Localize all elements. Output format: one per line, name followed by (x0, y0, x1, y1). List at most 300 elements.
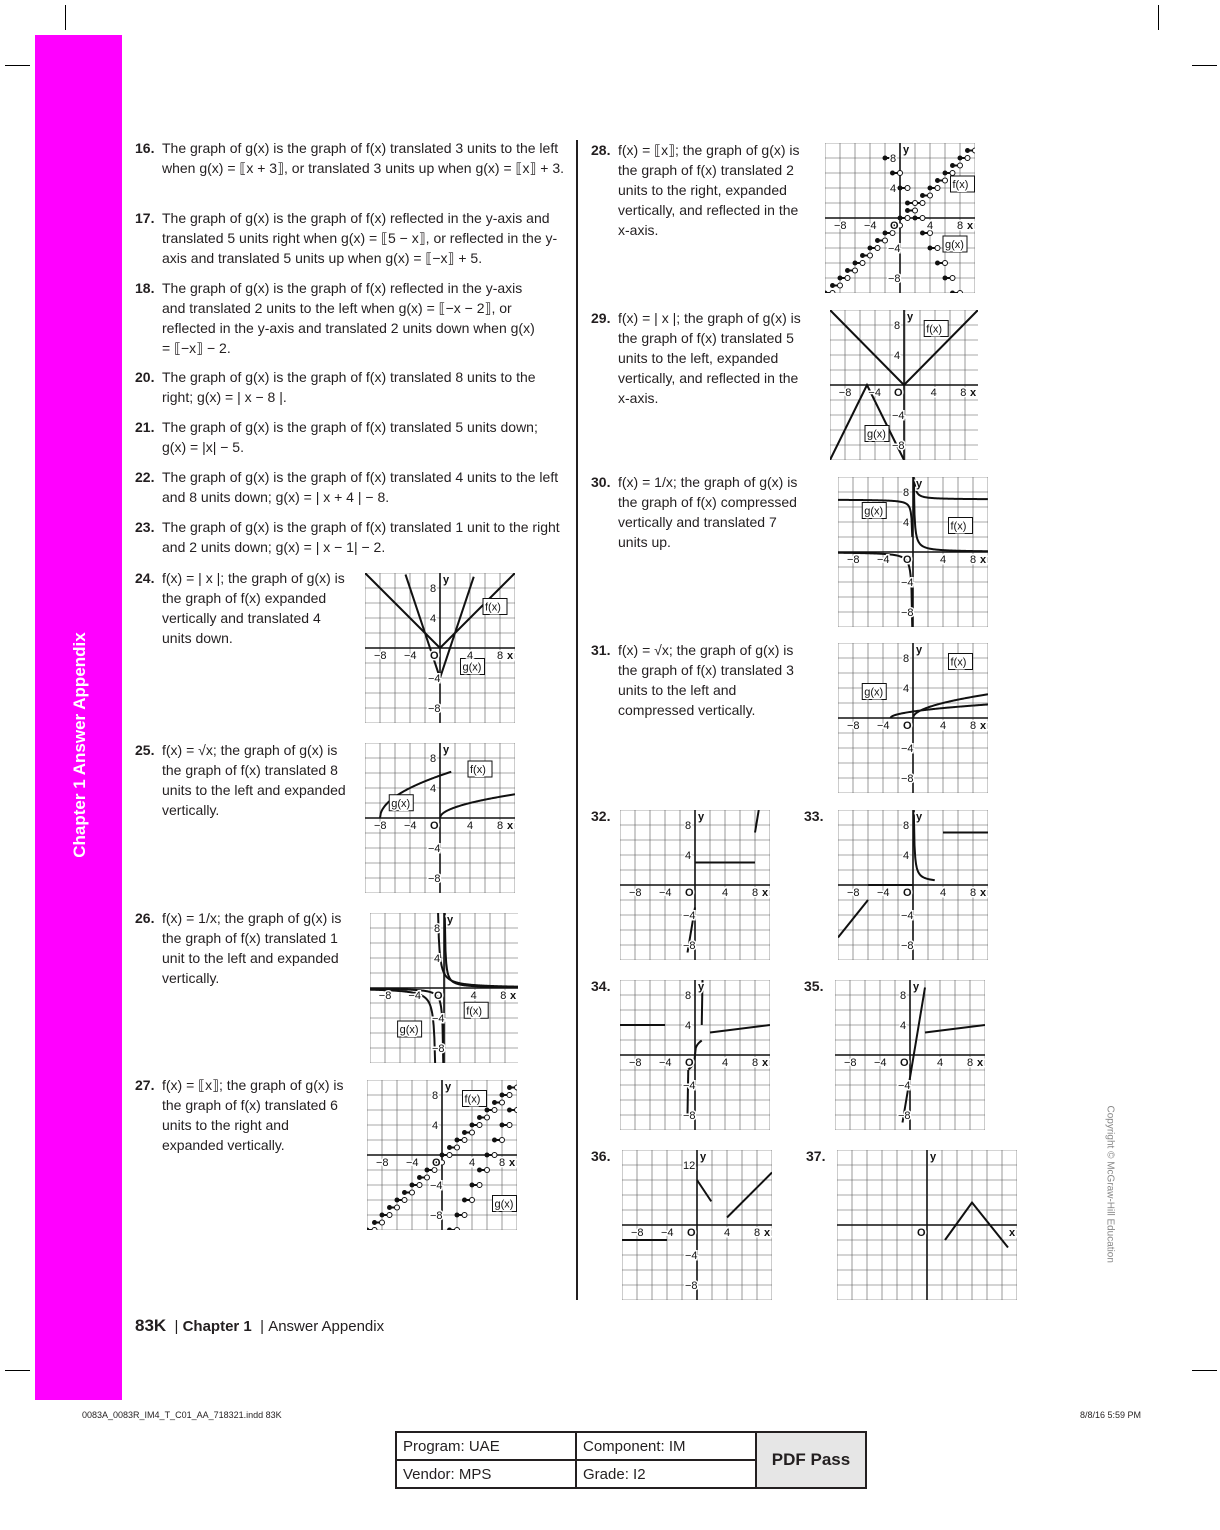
open-point (500, 1100, 505, 1105)
problem-number: 20. (135, 369, 155, 385)
tick-label: −8 (898, 1110, 911, 1122)
tick-label: 8 (903, 820, 910, 832)
closed-point (860, 253, 865, 258)
status: PDF Pass (756, 1432, 866, 1488)
origin-label: O (894, 387, 903, 399)
tick-label: −4 (659, 1057, 672, 1069)
slug-date: 8/8/16 5:59 PM (1080, 1410, 1142, 1420)
open-point (905, 216, 910, 221)
graph-4 (825, 143, 975, 293)
tick-label: 4 (903, 517, 910, 529)
tick-label: 4 (685, 1020, 692, 1032)
graph-13 (837, 1150, 1017, 1300)
x-axis-label: x (967, 220, 974, 232)
closed-point (920, 193, 925, 198)
graph-number: 36. (591, 1148, 611, 1164)
closed-point (447, 1228, 452, 1231)
open-point (515, 1085, 518, 1090)
x-axis-label: x (980, 887, 987, 899)
y-axis-label: y (913, 981, 920, 993)
tick-label: −8 (901, 940, 914, 952)
tick-label: 4 (940, 554, 947, 566)
closed-point (455, 1213, 460, 1218)
problem-number: 18. (135, 280, 155, 296)
tick-label: −4 (428, 843, 441, 855)
x-axis-label: x (509, 1157, 516, 1169)
y-axis-label: y (443, 744, 450, 756)
tick-label: −8 (629, 1057, 642, 1069)
crop-mark (5, 65, 30, 66)
origin-label: O (434, 990, 443, 1002)
problem-text: The graph of g(x) is the graph of f(x) translated 1 unit to the right and 2 units down; g(x) = | x − 1| − 2. (162, 519, 560, 555)
tick-label: 8 (434, 923, 441, 935)
tick-label: −8 (834, 220, 847, 232)
y-axis-label: y (930, 1151, 937, 1163)
y-axis-label: y (698, 981, 705, 993)
graph-number: 35. (804, 978, 824, 994)
tick-label: 4 (900, 1020, 907, 1032)
curve (891, 704, 989, 718)
tick-label: 8 (903, 653, 910, 665)
tick-label: 8 (752, 887, 759, 899)
open-point (965, 156, 970, 161)
closed-point (372, 1220, 377, 1225)
tick-label: 8 (960, 387, 967, 399)
open-point (935, 186, 940, 191)
origin-label: O (685, 887, 694, 899)
open-point (477, 1123, 482, 1128)
tick-label: −8 (888, 273, 901, 285)
f-label: f(x) (952, 179, 969, 191)
tick-label: 4 (685, 850, 692, 862)
closed-point (853, 261, 858, 266)
closed-point (868, 246, 873, 251)
curve (688, 1070, 689, 1115)
closed-point (965, 148, 970, 153)
closed-point (958, 156, 963, 161)
open-point (417, 1183, 422, 1188)
graph-number: 32. (591, 808, 611, 824)
graph-2 (370, 913, 518, 1063)
problem-7 (135, 568, 350, 648)
problem-number: 21. (135, 419, 155, 435)
closed-point (875, 238, 880, 243)
tick-label: 8 (432, 1090, 439, 1102)
open-point (905, 186, 910, 191)
tick-label: −4 (408, 990, 421, 1002)
closed-point (838, 276, 843, 281)
g-label: g(x) (462, 661, 482, 674)
open-point (830, 291, 835, 294)
tick-label: 8 (967, 1057, 974, 1069)
closed-point (950, 163, 955, 168)
tick-label: 8 (500, 990, 507, 1002)
y-axis-label: y (916, 644, 923, 656)
x-axis-label: x (977, 1057, 984, 1069)
tick-label: −4 (683, 1080, 696, 1092)
problem-10 (135, 1075, 350, 1155)
f-label: f(x) (926, 323, 943, 336)
curve (914, 479, 988, 499)
y-axis-label: y (916, 478, 923, 490)
closed-point (402, 1190, 407, 1195)
tick-label: 4 (430, 613, 437, 625)
tick-label: 8 (894, 320, 901, 332)
open-point (950, 171, 955, 176)
closed-point (417, 1175, 422, 1180)
open-point (853, 268, 858, 273)
tick-label: 4 (940, 720, 947, 732)
closed-point (845, 268, 850, 273)
tick-label: −4 (683, 910, 696, 922)
problem-number: 25. (135, 742, 155, 758)
closed-point (913, 216, 918, 221)
y-axis-label: y (916, 811, 923, 823)
closed-point (883, 231, 888, 236)
closed-point (477, 1168, 482, 1173)
tick-label: −8 (683, 1110, 696, 1122)
graph-5 (830, 310, 978, 460)
tick-label: −4 (874, 1057, 887, 1069)
open-point (935, 246, 940, 251)
open-point (507, 1123, 512, 1128)
closed-point (935, 261, 940, 266)
tick-label: 4 (722, 1057, 729, 1069)
open-point (860, 261, 865, 266)
problem-text: The graph of g(x) is the graph of f(x) translated 4 units to the left and 8 units down; g(x) = | x + 4 | − 8. (162, 469, 559, 505)
tick-label: −8 (432, 1043, 445, 1055)
closed-point (387, 1205, 392, 1210)
tick-label: −8 (374, 650, 387, 662)
closed-point (455, 1138, 460, 1143)
closed-point (935, 178, 940, 183)
tick-label: −4 (864, 220, 877, 232)
problem-text: f(x) = ⟦x⟧; the graph of g(x) is the graph of f(x) translated 6 units to the right and expanded vertically. (162, 1077, 344, 1153)
open-point (425, 1175, 430, 1180)
graph-12 (622, 1150, 772, 1300)
closed-point (367, 1228, 370, 1231)
closed-point (905, 208, 910, 213)
closed-point (928, 246, 933, 251)
closed-point (470, 1123, 475, 1128)
graph-number: 33. (804, 808, 824, 824)
origin-label: O (430, 820, 439, 832)
curve (755, 810, 759, 833)
y-axis-label: y (700, 1151, 707, 1163)
problem-text: f(x) = | x |; the graph of g(x) is the graph of f(x) translated 5 units to the left, expanded vertically, and reflected in the x-axis. (618, 310, 801, 406)
problem-text: The graph of g(x) is the graph of f(x) reflected in the y-axis and translated 5 units right when g(x) = ⟦5 − x⟧, or reflected in the y-axis and translated 5 units up when g(x) = ⟦−x⟧ + 5. (162, 210, 558, 266)
closed-point (500, 1093, 505, 1098)
open-point (380, 1220, 385, 1225)
tick-label: −8 (901, 607, 914, 619)
closed-point (485, 1153, 490, 1158)
problem-text: f(x) = ⟦x⟧; the graph of g(x) is the graph of f(x) translated 2 units to the right, expanded vertically, and reflected in the x-axis. (618, 142, 800, 238)
tick-label: 4 (470, 990, 477, 1002)
open-point (402, 1198, 407, 1203)
curve (914, 477, 988, 551)
graph-9 (838, 810, 988, 960)
info-table (395, 1431, 867, 1489)
tick-label: 8 (957, 220, 964, 232)
tick-label: 8 (499, 1157, 506, 1169)
problem-number: 17. (135, 210, 155, 226)
problem-number: 28. (591, 142, 611, 158)
tick-label: 8 (430, 753, 437, 765)
open-point (462, 1213, 467, 1218)
problem-text: The graph of g(x) is the graph of f(x) translated 8 units to the right; g(x) = | x − 8 |. (162, 369, 536, 405)
closed-point (890, 171, 895, 176)
tick-label: 4 (894, 350, 901, 362)
open-point (470, 1130, 475, 1135)
x-axis-label: x (510, 990, 517, 1002)
copyright: Copyright © McGraw-Hill Education (1104, 1105, 1116, 1263)
tick-label: −8 (847, 887, 860, 899)
crop-mark (1158, 5, 1159, 30)
problem-14 (591, 640, 811, 720)
closed-point (883, 156, 888, 161)
closed-point (485, 1108, 490, 1113)
problem-0 (135, 138, 565, 178)
closed-point (470, 1183, 475, 1188)
slug-file: 0083A_0083R_IM4_T_C01_AA_718321.indd 83K (82, 1410, 282, 1420)
open-point (913, 208, 918, 213)
tick-label: 4 (930, 387, 937, 399)
graph-number: 34. (591, 978, 611, 994)
problem-2 (135, 278, 535, 358)
tick-label: 4 (927, 220, 934, 232)
open-point (447, 1153, 452, 1158)
problem-4 (135, 417, 545, 457)
tick-label: 8 (497, 820, 504, 832)
tick-label: −4 (901, 577, 914, 589)
origin-label: O (687, 1227, 696, 1239)
origin-label: O (903, 720, 912, 732)
tick-label: 8 (970, 887, 977, 899)
open-point (943, 261, 948, 266)
graph-1 (365, 743, 515, 893)
closed-point (943, 276, 948, 281)
tick-label: 4 (903, 850, 910, 862)
tick-label: −4 (877, 554, 890, 566)
x-axis-label: x (1009, 1227, 1016, 1239)
problem-6 (135, 517, 565, 557)
tick-label: 4 (432, 1120, 439, 1132)
open-point (470, 1198, 475, 1203)
curve (445, 913, 518, 987)
origin-label: O (430, 650, 439, 662)
problem-number: 30. (591, 474, 611, 490)
graph-0 (365, 573, 515, 723)
tick-label: −8 (374, 820, 387, 832)
tick-label: 4 (434, 953, 441, 965)
problem-12 (591, 308, 806, 408)
open-point (485, 1168, 490, 1173)
open-point (455, 1228, 460, 1231)
tick-label: −8 (901, 773, 914, 785)
tick-label: −4 (898, 1080, 911, 1092)
f-label: f(x) (466, 1005, 483, 1018)
tick-label: −4 (888, 243, 901, 255)
open-point (958, 291, 963, 294)
tick-label: −4 (406, 1157, 419, 1169)
problem-text: f(x) = √x; the graph of g(x) is the graph of f(x) translated 8 units to the left and expanded vertically. (162, 742, 346, 818)
graph-11 (835, 980, 985, 1130)
tick-label: −8 (376, 1157, 389, 1169)
tick-label: −4 (892, 410, 905, 422)
closed-point (920, 231, 925, 236)
tick-label: −4 (877, 887, 890, 899)
y-axis-label: y (698, 811, 705, 823)
open-point (913, 201, 918, 206)
y-axis-label: y (907, 311, 914, 323)
problem-text: The graph of g(x) is the graph of f(x) reflected in the y-axis and translated 2 units to the left when g(x) = ⟦−x − 2⟧, or reflected in the y-axis and translated 2 units down when g(x) = ⟦−x⟧ − 2. (162, 280, 535, 356)
y-axis-label: y (445, 1081, 452, 1093)
graph-number: 37. (806, 1148, 826, 1164)
tick-label: 4 (903, 683, 910, 695)
x-axis-label: x (980, 554, 987, 566)
g-label: g(x) (864, 686, 884, 699)
closed-point (950, 291, 955, 294)
origin-label: O (900, 1057, 909, 1069)
tick-label: 8 (685, 820, 692, 832)
problem-number: 16. (135, 140, 155, 156)
origin-label: O (432, 1157, 441, 1169)
graph-7 (838, 643, 988, 793)
problem-text: f(x) = | x |; the graph of g(x) is the graph of f(x) expanded vertically and translated 4 units down. (162, 570, 345, 646)
tick-label: −4 (659, 887, 672, 899)
origin-label: O (903, 554, 912, 566)
problem-13 (591, 472, 806, 552)
grade: Grade: I2 (576, 1460, 756, 1488)
tick-label: 4 (430, 783, 437, 795)
x-axis-label: x (980, 720, 987, 732)
curve (697, 1180, 711, 1201)
column-divider (576, 140, 578, 1300)
tick-label: −8 (847, 720, 860, 732)
page-footer: 83K | Chapter 1 | Answer Appendix (135, 1316, 385, 1335)
open-point (492, 1153, 497, 1158)
closed-point (380, 1213, 385, 1218)
problem-text: f(x) = 1/x; the graph of g(x) is the graph of f(x) translated 1 unit to the left and expanded vertically. (162, 910, 342, 986)
tick-label: −4 (661, 1227, 674, 1239)
problem-11 (591, 140, 806, 240)
closed-point (492, 1138, 497, 1143)
closed-point (410, 1183, 415, 1188)
open-point (395, 1205, 400, 1210)
tick-label: 8 (497, 650, 504, 662)
y-axis-label: y (903, 144, 910, 156)
graph-10 (620, 980, 770, 1130)
tick-label: −8 (838, 387, 852, 399)
y-axis-label: y (443, 574, 450, 586)
origin-label: O (917, 1227, 926, 1239)
tick-label: 4 (940, 887, 947, 899)
f-label: f(x) (464, 1093, 481, 1106)
tick-label: 12 (683, 1160, 696, 1172)
open-point (875, 246, 880, 251)
f-label: f(x) (470, 764, 486, 776)
open-point (387, 1213, 392, 1218)
tick-label: −8 (428, 873, 441, 885)
open-point (515, 1108, 518, 1113)
tick-label: −8 (847, 554, 860, 566)
closed-point (905, 201, 910, 206)
origin-label: O (903, 887, 912, 899)
closed-point (447, 1145, 452, 1150)
graph-6 (838, 477, 988, 627)
open-point (845, 276, 850, 281)
component: Component: IM (576, 1432, 756, 1460)
program: Program: UAE (396, 1432, 576, 1460)
closed-point (395, 1198, 400, 1203)
closed-point (898, 186, 903, 191)
graph-3 (367, 1080, 517, 1230)
tick-label: −4 (877, 720, 890, 732)
tick-label: 8 (900, 990, 907, 1002)
tick-label: −8 (428, 703, 441, 715)
g-label: g(x) (494, 1198, 514, 1211)
problem-text: f(x) = √x; the graph of g(x) is the graph of f(x) translated 3 units to the left and compressed vertically. (618, 642, 794, 718)
tick-label: −4 (901, 743, 914, 755)
open-point (455, 1145, 460, 1150)
tick-label: 8 (685, 990, 692, 1002)
graph-8 (620, 810, 770, 960)
closed-point (507, 1085, 512, 1090)
tick-label: 4 (467, 650, 474, 662)
tick-label: 8 (903, 487, 910, 499)
open-point (507, 1093, 512, 1098)
open-point (920, 216, 925, 221)
problem-number: 23. (135, 519, 155, 535)
closed-point (477, 1115, 482, 1120)
open-point (920, 201, 925, 206)
closed-point (943, 171, 948, 176)
g-label: g(x) (391, 797, 411, 810)
open-point (898, 171, 903, 176)
x-axis-label: x (762, 1057, 769, 1069)
vendor: Vendor: MPS (396, 1460, 576, 1488)
closed-point (462, 1198, 467, 1203)
closed-point (425, 1168, 430, 1173)
tick-label: −4 (868, 387, 881, 399)
closed-point (825, 291, 828, 294)
open-point (485, 1115, 490, 1120)
problem-number: 27. (135, 1077, 155, 1093)
tick-label: 8 (970, 720, 977, 732)
open-point (928, 193, 933, 198)
tick-label: −4 (432, 1013, 445, 1025)
open-point (410, 1190, 415, 1195)
x-axis-label: x (762, 887, 769, 899)
tick-label: 8 (970, 554, 977, 566)
tick-label: 4 (724, 1227, 731, 1239)
open-point (950, 276, 955, 281)
tick-label: −8 (629, 887, 642, 899)
g-label: g(x) (864, 505, 884, 518)
curve (440, 794, 515, 818)
g-label: g(x) (399, 1024, 419, 1036)
open-point (958, 163, 963, 168)
tick-label: 4 (937, 1057, 944, 1069)
g-label: g(x) (867, 428, 886, 441)
closed-point (830, 283, 835, 288)
problem-number: 22. (135, 469, 155, 485)
problem-number: 26. (135, 910, 155, 926)
tick-label: 8 (430, 583, 437, 595)
open-point (492, 1108, 497, 1113)
sidebar-title: Chapter 1 Answer Appendix (70, 632, 89, 858)
page-number: 83K (135, 1316, 167, 1335)
